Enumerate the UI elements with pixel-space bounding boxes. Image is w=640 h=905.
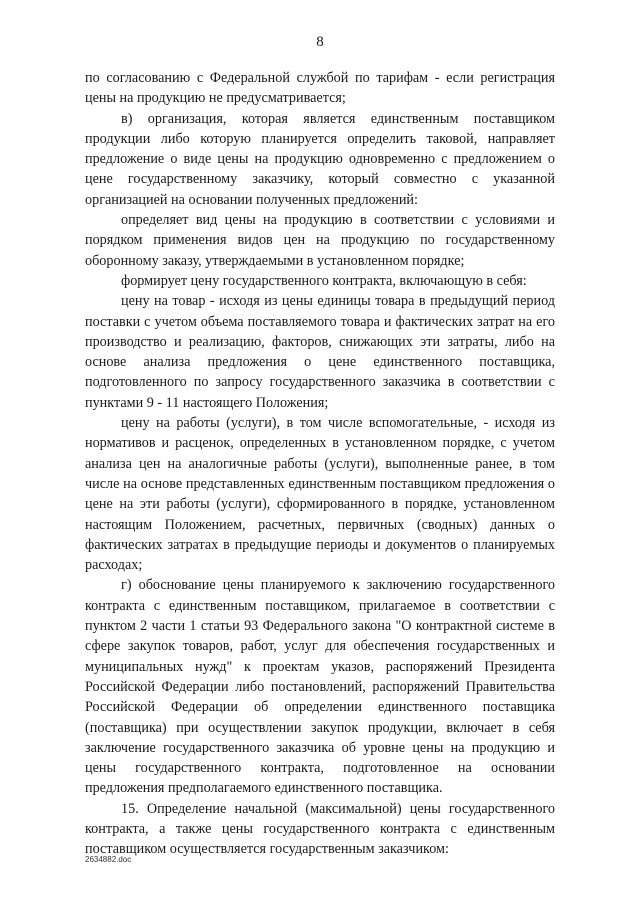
page-number: 8 xyxy=(316,34,324,50)
paragraph-works-price: цену на работы (услуги), в том числе вспомогательные, - исходя из нормативов и расценок, определенных в установленном порядке, с учетом анализа цен на аналогичные работы (услуги), выполненные ранее, в том числе на основе представленных единственным поставщиком предложения о цене на эти работы (услуги), сформированного в порядке, установленном настоящим Положением, расчетных, первичных (сводных) данных о фактических затратах в предыдущие периоды и документов о планируемых расходах; xyxy=(85,415,555,574)
paragraph-determines-price-type: определяет вид цены на продукцию в соответствии с условиями и порядком применения видов цен на продукцию по государственному оборонному заказу, утверждаемыми в установленном порядке; xyxy=(85,212,555,269)
paragraph-item-v: в) организация, которая является единственным поставщиком продукции либо которую планируется определить таковой, направляет предложение о виде цены на продукцию одновременно с предложением о цене государственному заказчику, который совместно с указанной организацией на основании полученных предложений: xyxy=(85,110,555,208)
paragraph-forms-contract-price: формирует цену государственного контракта, включающую в себя: xyxy=(121,272,527,289)
document-body xyxy=(85,68,555,860)
paragraph-item-g: г) обоснование цены планируемого к заключению государственного контракта с единственным поставщиком, прилагаемое в соответствии с пунктом 2 части 1 статьи 93 Федерального закона "О контрактной системе в сфере закупок товаров, работ, услуг для обеспечения государственных и муниципальных нужд" к проектам указов, распоряжений Президента Российской Федерации либо постановлений, распоряжений Правительства Российской Федерации об определении единственного поставщика (поставщика) при осуществлении закупок продукции, включает в себя заключение государственного заказчика об уровне цены на продукцию и цены государственного контракта, подготовленное на основании предложения предполагаемого единственного поставщика. xyxy=(85,577,555,797)
paragraph-continuation: по согласованию с Федеральной службой по тарифам - если регистрация цены на продукцию не предусматривается; xyxy=(85,70,555,107)
document-file-code: 2634882.doc xyxy=(85,855,132,864)
paragraph-15: 15. Определение начальной (максимальной) цены государственного контракта, а также цены государственного контракта с единственным поставщиком осуществляется государственным заказчиком: xyxy=(85,800,555,858)
paragraph-goods-price: цену на товар - исходя из цены единицы товара в предыдущий период поставки с учетом объема поставляемого товара и фактических затрат на его производство и реализацию, факторов, снижающих эти затраты, либо на основе анализа предложения о цене единственного поставщика, подготовленного по запросу государственного заказчика в соответствии с пунктами 9 - 11 настоящего Положения; xyxy=(85,293,555,411)
